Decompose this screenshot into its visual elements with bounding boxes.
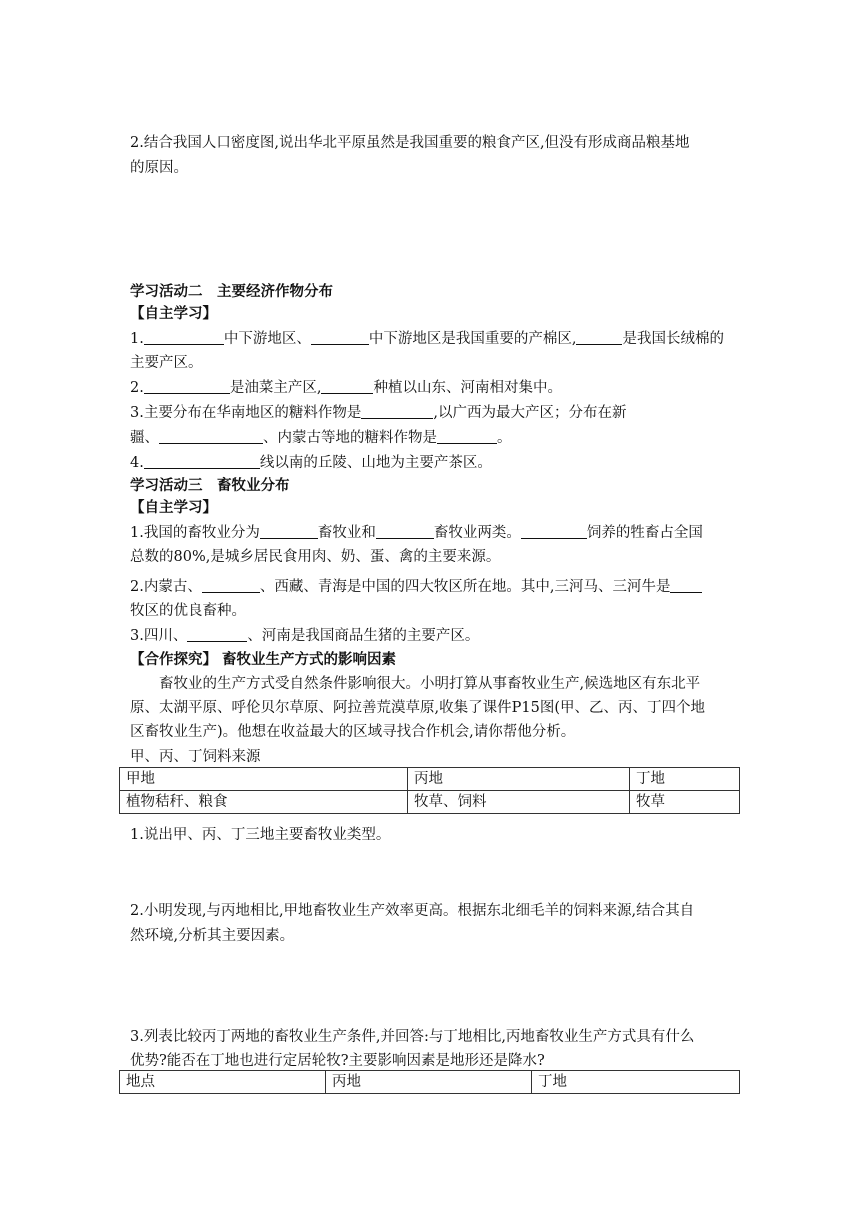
table-header-cell: 丙地 [326, 1071, 532, 1094]
answer-blank [144, 378, 230, 394]
question-text: 2.结合我国人口密度图,说出华北平原虽然是我国重要的粮食产区,但没有形成商品粮基地 [130, 135, 690, 151]
question-line: 1. 中下游地区、 中下游地区是我国重要的产棉区, 是我国长绒棉的 [130, 331, 724, 347]
answer-blank [670, 577, 702, 593]
question-line: 疆、 、内蒙古等地的糖料作物是 。 [130, 430, 512, 446]
answer-blank [187, 626, 247, 642]
question-text: 优势?能否在丁地也进行定居轮牧?主要影响因素是地形还是降水? [130, 1053, 545, 1069]
question-line: 4. 线以南的丘陵、山地为主要产茶区。 [130, 455, 492, 471]
table-header-cell: 地点 [120, 1071, 326, 1094]
question-text: 主要产区。 [130, 355, 203, 371]
table-cell: 牧草、饲料 [408, 791, 630, 814]
question-line: 3.四川、 、河南是我国商品生猪的主要产区。 [130, 628, 480, 644]
question-text: 总数的80%,是城乡居民食用肉、奶、蛋、禽的主要来源。 [130, 549, 501, 565]
table-cell: 牧草 [630, 791, 740, 814]
question-text: 牧区的优良畜种。 [130, 603, 246, 619]
table-caption: 甲、丙、丁饲料来源 [130, 749, 261, 765]
paragraph-line: 畜牧业的生产方式受自然条件影响很大。小明打算从事畜牧业生产,候选地区有东北平 [159, 676, 701, 692]
subsection-heading: 【合作探究】 畜牧业生产方式的影响因素 [130, 652, 397, 668]
question-text: 的原因。 [130, 160, 188, 176]
table-row [120, 791, 740, 814]
question-line: 2. 是油菜主产区, 种植以山东、河南相对集中。 [130, 380, 562, 396]
question-text: 2.小明发现,与丙地相比,甲地畜牧业生产效率更高。根据东北细毛羊的饲料来源,结合其自 [130, 903, 695, 919]
answer-blank [202, 577, 260, 593]
subsection-heading: 【自主学习】 [130, 306, 217, 322]
answer-blank [144, 453, 260, 469]
section-heading: 学习活动三 畜牧业分布 [130, 478, 290, 494]
answer-blank [361, 403, 433, 419]
section-heading: 学习活动二 主要经济作物分布 [130, 284, 333, 300]
table-cell: 植物秸秆、粮食 [120, 791, 408, 814]
answer-blank [159, 428, 263, 444]
subsection-heading: 【自主学习】 [130, 500, 217, 516]
answer-blank [437, 428, 497, 444]
table-row [120, 768, 740, 791]
table-row [120, 1071, 740, 1094]
answer-blank [376, 523, 434, 539]
answer-blank [521, 523, 587, 539]
table-header-cell: 甲地 [120, 768, 408, 791]
answer-blank [576, 329, 622, 345]
feed-source-table [119, 767, 740, 814]
question-text: 3.列表比较丙丁两地的畜牧业生产条件,并回答:与丁地相比,丙地畜牧业生产方式具有什么 [130, 1029, 695, 1045]
table-header-cell: 丁地 [532, 1071, 740, 1094]
paragraph-line: 原、太湖平原、呼伦贝尔草原、阿拉善荒漠草原,收集了课件P15图(甲、乙、丙、丁四个地 [130, 700, 705, 716]
question-line: 3.主要分布在华南地区的糖料作物是 ,以广西为最大产区；分布在新 [130, 405, 627, 421]
answer-blank [260, 523, 318, 539]
table-header-cell: 丁地 [630, 768, 740, 791]
table-header-cell: 丙地 [408, 768, 630, 791]
question-line: 1.我国的畜牧业分为 畜牧业和 畜牧业两类。 饲养的牲畜占全国 [130, 525, 703, 541]
answer-blank [144, 329, 224, 345]
question-text: 然环境,分析其主要因素。 [130, 928, 295, 944]
question-text: 1.说出甲、丙、丁三地主要畜牧业类型。 [130, 827, 391, 843]
question-line: 2.内蒙古、 、西藏、青海是中国的四大牧区所在地。其中,三河马、三河牛是 [130, 576, 740, 599]
comparison-table [119, 1070, 740, 1094]
answer-blank [311, 329, 369, 345]
answer-blank [321, 378, 373, 394]
paragraph-line: 区畜牧业生产)。他想在收益最大的区域寻找合作机会,请你帮他分析。 [130, 724, 576, 740]
